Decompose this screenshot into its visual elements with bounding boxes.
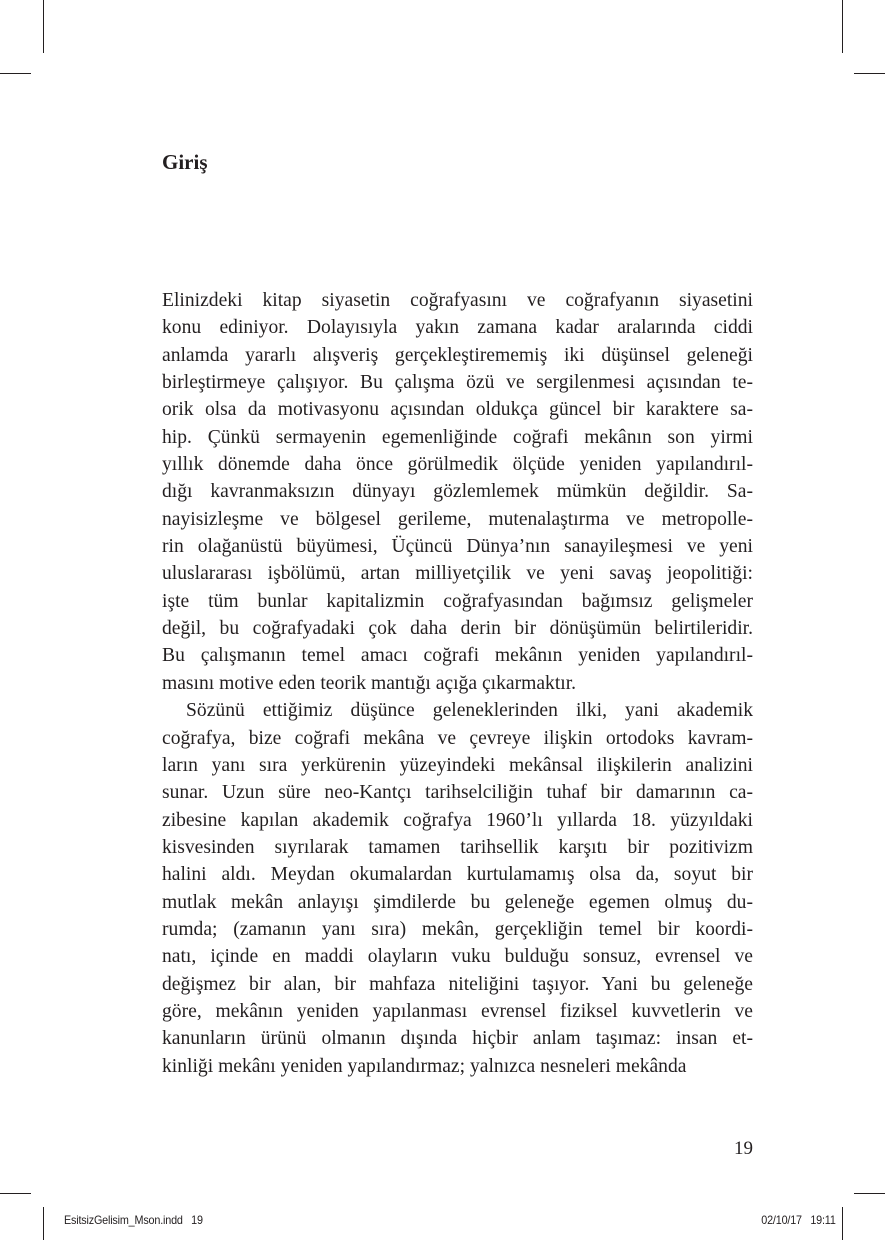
crop-mark-bottom-right-vertical [842, 1207, 843, 1240]
text-line: işte tüm bunlar kapitalizmin coğrafyasından bağımsız gelişmeler [162, 590, 753, 612]
crop-mark-top-left-vertical [43, 0, 44, 53]
text-line: coğrafya, bize coğrafi mekâna ve çevreye ilişkin ortodoks kavram- [162, 727, 753, 749]
page-number: 19 [734, 1138, 753, 1159]
text-line: zibesine kapılan akademik coğrafya 1960’lı yıllarda 18. yüzyıldaki [162, 809, 753, 831]
text-line: hip. Çünkü sermayenin egemenliğinde coğrafi mekânın son yirmi [162, 426, 753, 448]
text-line: rin olağanüstü büyümesi, Üçüncü Dünya’nın sanayileşmesi ve yeni [162, 536, 753, 558]
text-line: rumda; (zamanın yanı sıra) mekân, gerçekliğin temel bir koordi- [162, 918, 753, 940]
chapter-heading: Giriş [162, 150, 208, 174]
text-line: kinliği mekânı yeniden yapılandırmaz; yalnızca nesneleri mekânda [162, 1055, 687, 1077]
text-line: değil, bu coğrafyadaki çok daha derin bir dönüşümün belirtileridir. [162, 618, 753, 640]
text-line: konu ediniyor. Dolayısıyla yakın zamana kadar aralarında ciddi [162, 317, 753, 339]
text-line: anlamda yararlı alışveriş gerçekleştirememiş iki düşünsel geleneği [162, 344, 753, 366]
text-line: natı, içinde en maddi olayların vuku bulduğu sonsuz, evrensel ve [162, 946, 753, 968]
text-line: Elinizdeki kitap siyasetin coğrafyasını ve coğrafyanın siyasetini [162, 290, 753, 311]
text-line: orik olsa da motivasyonu açısından oldukça güncel bir karaktere sa- [162, 399, 753, 421]
text-line: Sözünü ettiğimiz düşünce geleneklerinden ilki, yani akademik [186, 700, 753, 722]
text-line: göre, mekânın yeniden yapılanması evrensel fiziksel kuvvetlerin ve [162, 1000, 753, 1022]
print-slug-datetime: 02/10/17 19:11 [761, 1213, 836, 1227]
text-line: kanunların ürünü olmanın dışında hiçbir anlam taşımaz: insan et- [162, 1028, 753, 1050]
text-line: birleştirmeye çalışıyor. Bu çalışma özü ve sergilenmesi açısından te- [162, 372, 753, 394]
text-line: sunar. Uzun süre neo-Kantçı tarihselciliğin tuhaf bir damarının ca- [162, 782, 753, 804]
text-line: yıllık dönemde daha önce görülmedik ölçüde yeniden yapılandırıl- [162, 454, 753, 476]
text-line: değişmez bir alan, bir mahfaza niteliğini taşıyor. Yani bu geleneğe [162, 973, 753, 995]
crop-mark-top-right-horizontal [854, 73, 885, 74]
crop-mark-bottom-right-horizontal [854, 1193, 885, 1194]
text-line: mutlak mekân anlayışı şimdilerde bu geleneğe egemen olmuş du- [162, 891, 753, 913]
text-line: ların yanı sıra yerkürenin yüzeyindeki mekânsal ilişkilerin analizini [162, 754, 753, 776]
text-line: masını motive eden teorik mantığı açığa çıkarmaktır. [162, 672, 577, 694]
crop-mark-bottom-left-vertical [43, 1207, 44, 1240]
crop-mark-bottom-left-horizontal [0, 1193, 31, 1194]
text-line: Bu çalışmanın temel amacı coğrafi mekânın yeniden yapılandırıl- [162, 645, 753, 667]
body-text [162, 287, 753, 1080]
text-line: dığı kavranmaksızın dünyayı gözlemlemek mümkün değildir. Sa- [162, 481, 753, 503]
text-line: nayisizleşme ve bölgesel gerileme, mutenalaştırma ve metropolle- [162, 508, 753, 530]
crop-mark-top-right-vertical [842, 0, 843, 53]
text-line: kisvesinden sıyrılarak tamamen tarihsellik karşıtı bir pozitivizm [162, 836, 753, 858]
text-line: uluslararası işbölümü, artan milliyetçilik ve yeni savaş jeopolitiği: [162, 563, 753, 585]
text-line: halini aldı. Meydan okumalardan kurtulamamış olsa da, soyut bir [162, 864, 753, 886]
crop-mark-top-left-horizontal [0, 73, 31, 74]
print-slug-filename: EsitsizGelisim_Mson.indd 19 [64, 1213, 203, 1227]
